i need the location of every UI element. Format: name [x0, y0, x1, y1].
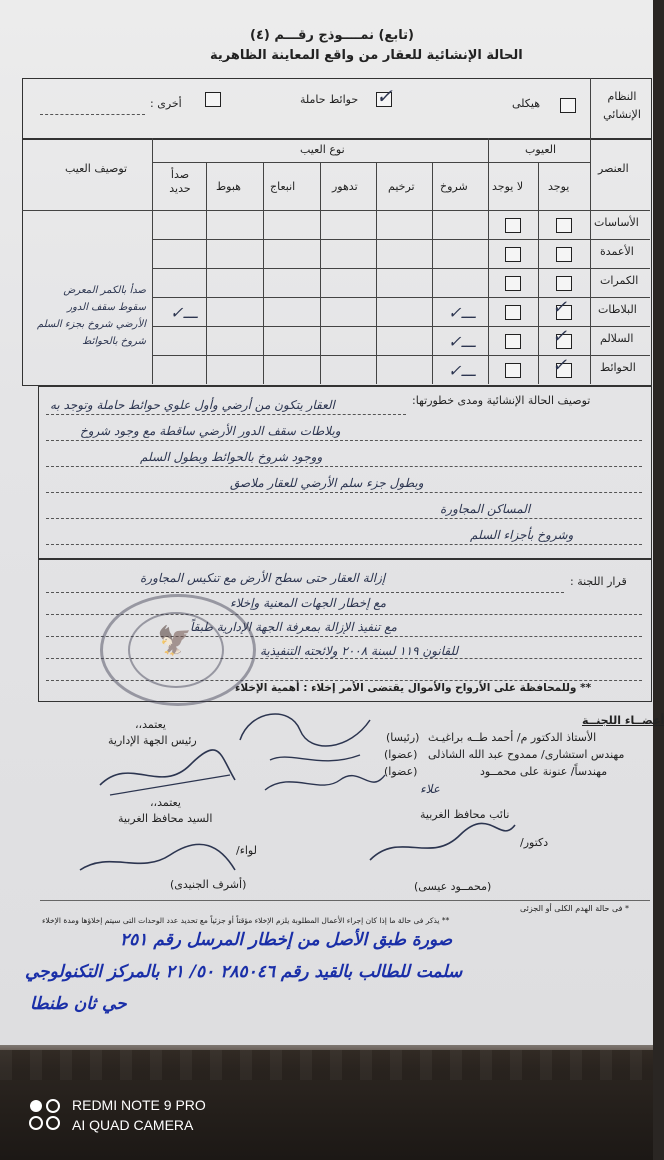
doctor-signature — [360, 815, 520, 875]
description-header: توصيف العيب — [65, 162, 128, 175]
columns-exists-checkbox[interactable] — [556, 247, 572, 262]
row-stairs: السلالم — [600, 332, 634, 345]
exists-header: يوجد — [548, 180, 570, 193]
member1-role: (عضوا) — [384, 748, 418, 761]
eagle-emblem-icon: 🦅 — [157, 624, 192, 657]
deputy-signature-text: علاء — [420, 782, 440, 796]
member2-name: مهندساً/ عنونة على محمــود — [480, 765, 608, 778]
structural-option-label: هيكلى — [512, 97, 541, 110]
description-line-5: المساكن المجاورة — [440, 502, 531, 516]
defect-type-buckling: انبعاج — [270, 180, 296, 193]
note-demolition: * فى حالة الهدم الكلى أو الجزئى — [520, 904, 629, 913]
member-signature — [260, 765, 390, 805]
general-rank: لواء/ — [236, 844, 257, 857]
row-columns: الأعمدة — [600, 245, 634, 258]
evacuation-note: ** وللمحافظة على الأرواح والأموال يقتضى الأمر إخلاء : أهمية الإخلاء — [235, 682, 592, 694]
decision-line-1: إزالة العقار حتى سطح الأرض مع تنكيس المجاورة — [140, 571, 386, 585]
member1-name: مهندس استشارى/ ممدوح عبد الله الشاذلى — [428, 748, 625, 761]
defect-type-sagging: ترخيم — [388, 180, 415, 193]
doctor-name: (محمــود عيسى) — [414, 880, 492, 893]
defect-description-handwritten: صدأ بالكمر المعرض سقوط سقف الدور الأرضي شروخ بجزء السلم شروخ بالحوائط — [36, 285, 146, 347]
defect-type-header: نوع العيب — [300, 143, 345, 156]
slabs-rust-mark-icon: ـــ✓ — [170, 303, 198, 322]
element-header: العنصر — [598, 162, 629, 175]
adopted-label-1: يعتمد،، — [135, 718, 166, 731]
row-slabs: البلاطات — [598, 303, 637, 316]
watermark-camera: AI QUAD CAMERA — [72, 1117, 194, 1133]
member2-role: (عضوا) — [384, 765, 418, 778]
adopted-label-2: يعتمد،، — [150, 796, 181, 809]
camera-lens-icon — [28, 1098, 62, 1132]
defect-type-settlement: هبوط — [216, 180, 241, 193]
watermark-device: REDMI NOTE 9 PRO — [72, 1097, 206, 1113]
form-title: الحالة الإنشائية للعقار من واقع المعاينة الظاهرية — [210, 48, 523, 63]
other-option-label: أخرى : — [150, 97, 182, 110]
admin-head-title: رئيس الجهة الإدارية — [108, 734, 197, 747]
columns-not-exists-checkbox[interactable] — [505, 247, 521, 262]
blue-note-line-3: حي ثان طنطا — [30, 994, 127, 1014]
doctor-rank: دكتور/ — [520, 836, 549, 849]
form-number-title: (تابع) نمــــوذج رقـــم (٤) — [250, 28, 414, 43]
defect-type-rust: صدأ حديد — [169, 168, 191, 195]
decision-line-3: مع تنفيذ الإزالة بمعرفة الجهة الإدارية طبقاً — [190, 620, 397, 634]
committee-members-title: أعضــاء اللجنــة — [582, 714, 664, 727]
stairs-not-exists-checkbox[interactable] — [505, 334, 521, 349]
bearing-walls-option-label: حوائط حاملة — [300, 93, 359, 106]
description-line-4: وبطول جزء سلم الأرضي للعقار ملاصق — [230, 476, 424, 490]
description-line-6: وشروخ بأجزاء السلم — [470, 528, 574, 542]
description-line-3: ووجود شروخ بالحوائط وبطول السلم — [140, 450, 323, 464]
walls-not-exists-checkbox[interactable] — [505, 363, 521, 378]
walls-exists-check-icon: ✓ — [552, 355, 568, 376]
foundations-exists-checkbox[interactable] — [556, 218, 572, 233]
other-checkbox[interactable] — [205, 92, 221, 107]
slabs-cracks-mark-icon: ـــ✓ — [448, 303, 476, 322]
slabs-exists-check-icon: ✓ — [552, 297, 568, 318]
row-beams: الكمرات — [600, 274, 639, 287]
stairs-cracks-mark-icon: ـــ✓ — [448, 332, 476, 351]
committee-decision-label: قرار اللجنة : — [570, 575, 627, 588]
system-row-frame — [22, 78, 652, 140]
defect-type-cracks: شروخ — [440, 180, 468, 193]
governor-title: السيد محافظ الغربية — [118, 812, 213, 825]
slabs-not-exists-checkbox[interactable] — [505, 305, 521, 320]
chair-role: (رئيسا) — [386, 731, 420, 744]
beams-not-exists-checkbox[interactable] — [505, 276, 521, 291]
general-name: (أشرف الجنيدى) — [170, 878, 247, 891]
not-exists-header: لا يوجد — [492, 180, 524, 193]
decision-line-2: مع إخطار الجهات المعنية وإخلاء — [230, 596, 387, 610]
beams-exists-checkbox[interactable] — [556, 276, 572, 291]
foundations-not-exists-checkbox[interactable] — [505, 218, 521, 233]
note-evacuation: ** يذكر فى حالة ما إذا كان إجراء الأعمال المطلوبة يلزم الإخلاء مؤقتاً أو جزئياً مع تحديد عدد الوحدات التى سيتم إخلاؤها ومدة الإخلاء — [42, 916, 450, 925]
chair-name: الأستاذ الدكتور م/ أحمد طــه براغيـث — [428, 731, 597, 744]
description-line-1: العقار يتكون من أرضي وأول علوي حوائط حاملة وتوجد به — [50, 398, 335, 412]
description-line-2: وبلاطات سقف الدور الأرضي ساقطة مع وجود شروخ — [80, 424, 341, 438]
blue-note-line-1: صورة طبق الأصل من إخطار المرسل رقم ٢٥١ — [120, 930, 453, 950]
decision-line-4: للقانون ١١٩ لسنة ٢٠٠٨ ولائحته التنفيذية — [260, 644, 459, 658]
walls-cracks-mark-icon: ـــ✓ — [448, 361, 476, 380]
system-label: النظام الإنشائي — [603, 90, 641, 121]
deputy-title: نائب محافظ الغربية — [420, 808, 510, 821]
blue-note-line-2: سلمت للطالب بالقيد رقم ٢٨٥٠٤٦ ٥٠/ ٢١ بالمركز التكنولوجي — [25, 962, 463, 982]
defect-type-deterioration: تدهور — [332, 180, 358, 193]
checkmark-icon: ✓ — [376, 84, 393, 108]
structural-checkbox[interactable] — [560, 98, 576, 113]
stairs-exists-check-icon: ✓ — [552, 326, 568, 347]
structural-description-label: توصيف الحالة الإنشائية ومدى خطورتها: — [412, 394, 591, 407]
row-foundations: الأساسات — [594, 216, 639, 229]
row-walls: الحوائط — [600, 361, 636, 374]
defects-header: العيوب — [525, 143, 557, 156]
